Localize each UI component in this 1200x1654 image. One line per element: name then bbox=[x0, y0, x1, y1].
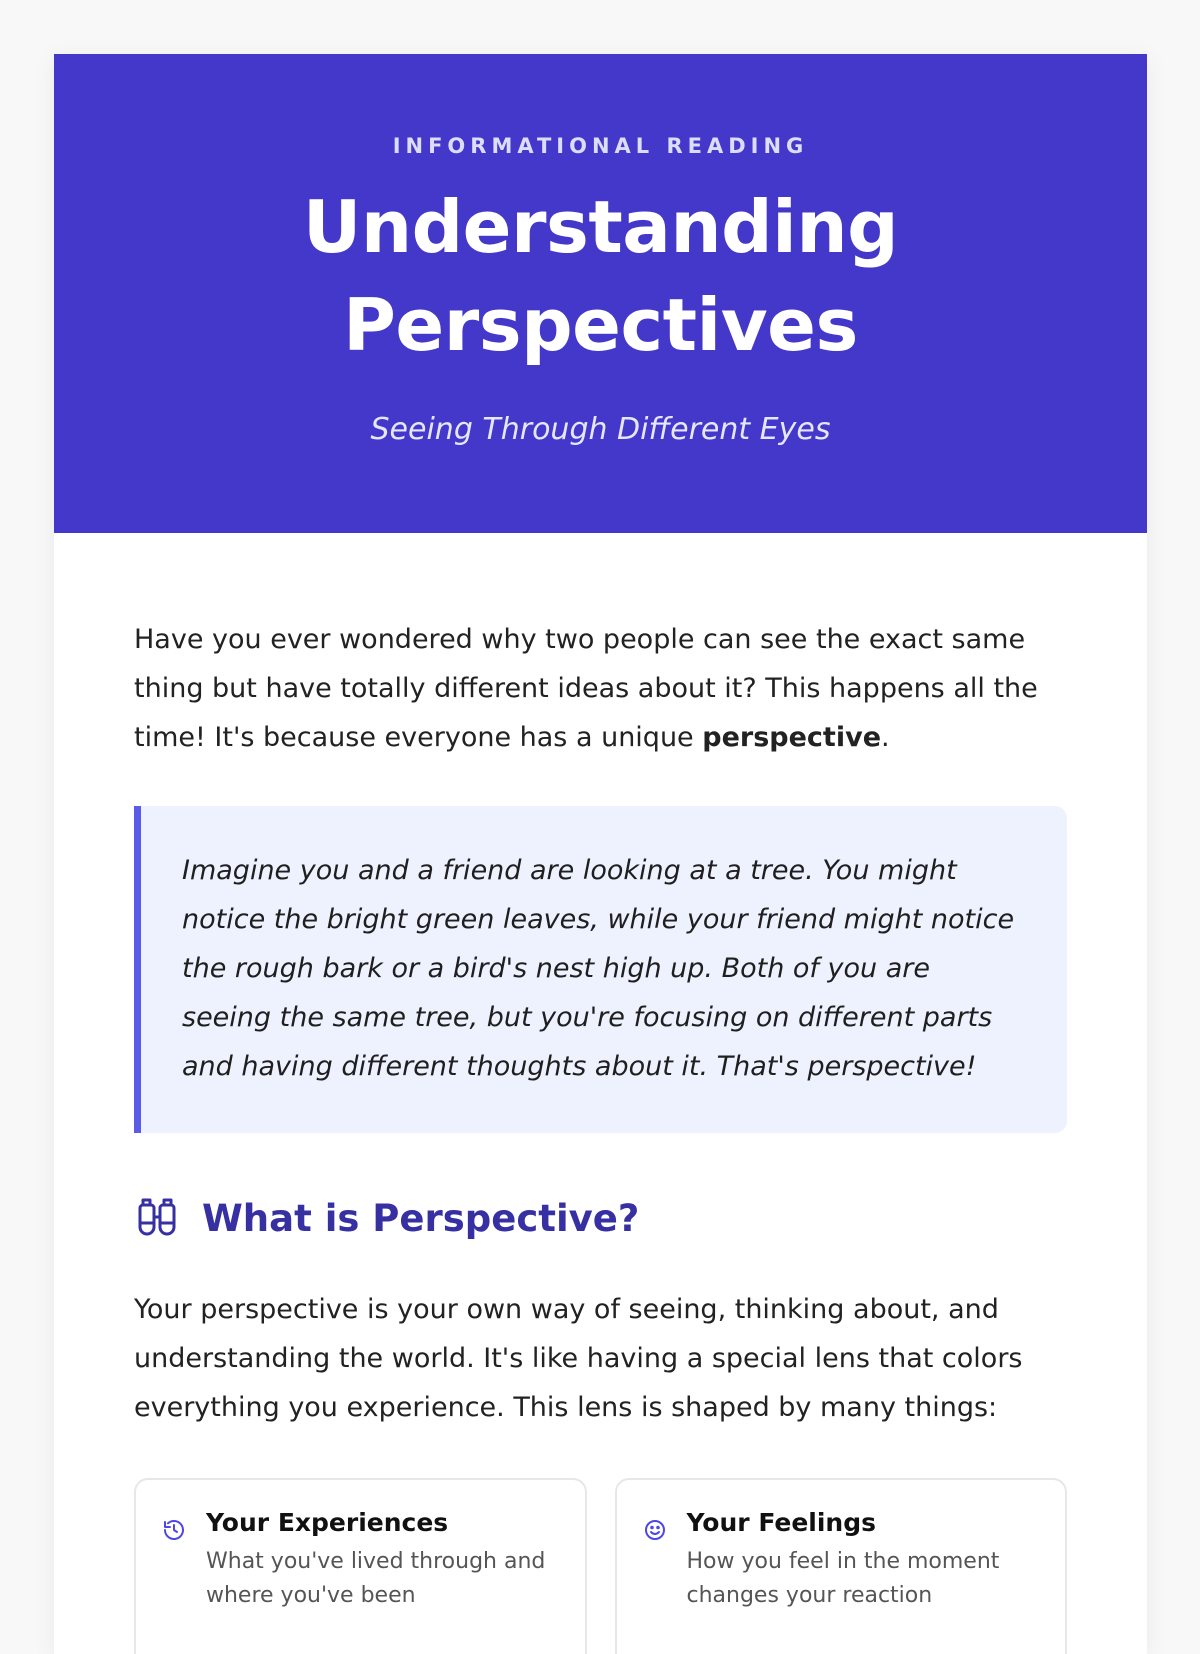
section-body: Your perspective is your own way of seeing, thinking about, and understanding the world. It's like having a special lens that colors everything you experience. This lens is shaped by many things: bbox=[134, 1294, 1023, 1423]
example-quote bbox=[134, 806, 1067, 1133]
article-content bbox=[54, 533, 1147, 1654]
card-title: Your Experiences bbox=[206, 1508, 449, 1537]
intro-text-before: Have you ever wondered why two people can see the exact same thing but have totally different ideas about it? This happens all the time! It's because everyone has a unique bbox=[134, 624, 1038, 753]
intro-paragraph bbox=[134, 615, 1067, 762]
page-title: Understanding Perspectives bbox=[302, 185, 899, 367]
card-experiences bbox=[134, 1478, 587, 1654]
section-title: What is Perspective? bbox=[202, 1196, 640, 1240]
card-experiences-text bbox=[206, 1508, 559, 1613]
smile-icon bbox=[643, 1518, 667, 1542]
factor-cards bbox=[134, 1478, 1067, 1654]
hero-banner bbox=[54, 54, 1147, 533]
intro-text-after: . bbox=[881, 722, 890, 753]
card-description: What you've lived through and where you've been bbox=[206, 1549, 546, 1608]
hero-kicker: INFORMATIONAL READING bbox=[392, 134, 809, 158]
section-heading bbox=[134, 1195, 1067, 1241]
article-page bbox=[54, 54, 1147, 1654]
quote-text: Imagine you and a friend are looking at a tree. You might notice the bright green leaves, while your friend might notice the rough bark or a bird's nest high up. Both of you are seeing the same tree, but you're focusing on different parts and having different thoughts about it. That's perspective! bbox=[182, 855, 1015, 1082]
history-icon bbox=[162, 1518, 186, 1542]
card-feelings bbox=[615, 1478, 1068, 1654]
card-title: Your Feelings bbox=[686, 1508, 877, 1537]
card-feelings-text bbox=[687, 1508, 1040, 1613]
card-description: How you feel in the moment changes your reaction bbox=[686, 1549, 1000, 1608]
page-subtitle: Seeing Through Different Eyes bbox=[370, 412, 831, 447]
binoculars-icon bbox=[134, 1195, 180, 1241]
intro-bold-word: perspective bbox=[702, 722, 882, 753]
